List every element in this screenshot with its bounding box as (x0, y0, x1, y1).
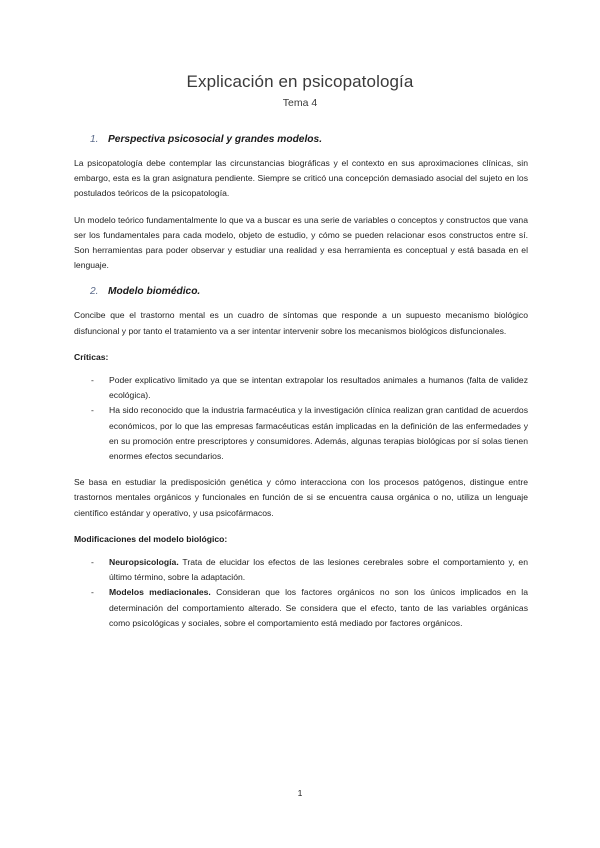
paragraph: La psicopatología debe contemplar las circunstancias biográficas y el contexto en sus aproximaciones clínicas, sin embargo, esta es la gran asignatura pendiente. Siempre se criticó una concepción demasiado asocial del sujeto en los postulados teóricos de la psicopatología. (74, 158, 528, 199)
term-neuropsicologia: Neuropsicología. (109, 557, 179, 568)
section-2-number: 2. (90, 286, 99, 298)
modificaciones-label: Modificaciones del modelo biológico: (74, 533, 228, 544)
section-1-number: 1. (90, 134, 99, 145)
list-item (74, 555, 528, 585)
list-item (74, 403, 528, 464)
document-subtitle: Tema 4 (282, 97, 318, 109)
document-body (74, 132, 528, 642)
modificaciones-list (74, 555, 528, 631)
list-item (74, 585, 528, 631)
list-item-text: Ha sido reconocido que la industria farmacéutica y la investigación clínica realizan gran cantidad de acuerdos económicos, por lo que las empresas farmacéuticas están implicadas en la definición de las enfermedades y en su promoción entre prescriptores y consumidores. Además, algunas terapias biológicas por sí solas tienen enormes efectos secundarios. (109, 405, 528, 462)
page-number: 1 (297, 788, 303, 798)
paragraph: Concibe que el trastorno mental es un cuadro de síntomas que responde a un supuesto mecanismo biológico disfuncional y por tanto el tratamiento va a ser intentar intervenir sobre los mecanismos biológicos disfuncionales. (74, 310, 528, 336)
section-1-heading (74, 132, 528, 148)
dash-bullet: - (91, 557, 94, 568)
list-item-text: Poder explicativo limitado ya que se intentan extrapolar los resultados animales a humanos (falta de validez ecológica). (109, 375, 528, 401)
dash-bullet: - (91, 587, 94, 598)
criticas-list (74, 373, 528, 464)
criticas-label: Críticas: (74, 351, 109, 362)
dash-bullet: - (91, 405, 94, 416)
paragraph: Un modelo teórico fundamentalmente lo que va a buscar es una serie de variables o conceptos y constructos que vana ser los fundamentales para cada modelo, objeto de estudio, y cómo se pueden relacionar esos constructos entre sí. Son herramientas para poder observar y estudiar una realidad y esa herramienta es conceptual y está basada en el lenguaje. (74, 214, 528, 271)
section-2-heading (74, 284, 528, 300)
list-item-text: Consideran que los factores orgánicos no son los únicos implicados en la determinación del comportamiento alterado. Se considera que el efecto, tanto de las variables orgánicas como psicológicas y sociales, sobre el comportamiento está mediado por factores orgánicos. (109, 587, 528, 628)
term-modelos-mediacionales: Modelos mediacionales. (109, 587, 211, 598)
dash-bullet: - (91, 375, 94, 386)
paragraph: Se basa en estudiar la predisposición genética y cómo interacciona con los procesos patógenos, distingue entre trastornos mentales orgánicos y funcionales en función de si se encuentra causa orgánica o no, utiliza un lenguaje científico estándar y operativo, y usa psicofármacos. (74, 477, 528, 518)
list-item-text: Trata de elucidar los efectos de las lesiones cerebrales sobre el comportamiento y, en último término, sobre la adaptación. (109, 557, 528, 583)
document-title: Explicación en psicopatología (186, 72, 414, 91)
list-item (74, 373, 528, 403)
section-2-title: Modelo biomédico. (108, 286, 201, 298)
section-1-title: Perspectiva psicosocial y grandes modelos. (108, 134, 323, 145)
